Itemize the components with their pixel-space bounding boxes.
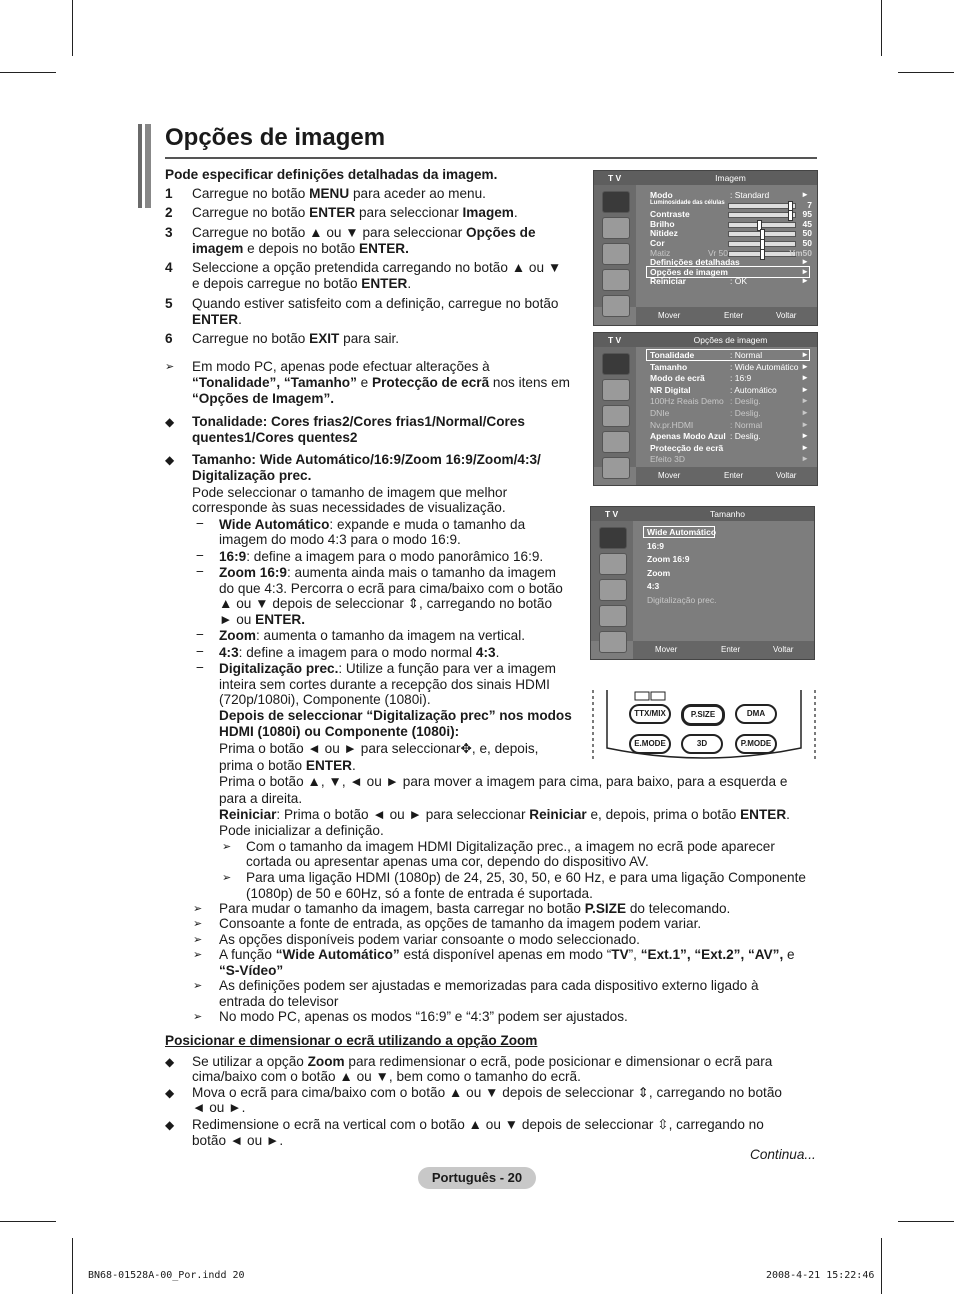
osd-row-label: Luminosidade das células <box>650 199 725 206</box>
osd-row-label: Tamanho <box>650 361 688 372</box>
zoom-item-1: Se utilizar a opção Zoom para redimensionar o ecrã, pode posicionar e dimensionar o ecrã para <box>192 1054 773 1069</box>
tamanho-desc: Pode seleccionar o tamanho de imagem que melhor <box>192 485 508 500</box>
dash: − <box>196 644 204 659</box>
tamanho-heading-line-2: Digitalização prec. <box>192 468 312 483</box>
osd-slider <box>728 251 796 257</box>
crop-mark <box>72 1238 73 1294</box>
step-number: 5 <box>165 296 173 311</box>
dig-heading: Depois de seleccionar “Digitalização prec” nos modos <box>219 708 572 723</box>
osd-slider <box>728 241 796 247</box>
tamanho-heading: Tamanho: Wide Automático/16:9/Zoom 16:9/Zoom/4:3/ <box>192 452 541 467</box>
dash: − <box>196 516 204 531</box>
note-arrow-icon: ➢ <box>193 1011 203 1023</box>
osd-row-label: Zoom <box>647 567 671 578</box>
osd-slider-value: 95 <box>802 209 812 220</box>
decorative-bar <box>138 124 142 208</box>
note-ext-device: As definições podem ser ajustadas e memorizadas para cada dispositivo externo ligado à <box>219 978 759 993</box>
size-zoom-16-9-line-3: ▲ ou ▼ depois de seleccionar ⇕, carregando no botão <box>219 596 553 611</box>
step-number: 3 <box>165 225 173 240</box>
osd-row-label: Modo de ecrã <box>650 373 705 384</box>
zoom-item-2-line-2: ◄ ou ►. <box>192 1100 246 1115</box>
osd-row-label: Nv.pr.HDMI <box>650 419 694 430</box>
dig-p3: Prima o botão ▲, ▼, ◄ ou ► para mover a imagem para cima, para baixo, para a esquerda e <box>219 774 788 789</box>
osd-tamanho-menu <box>590 506 815 660</box>
osd-row-label: Tonalidade <box>650 350 695 360</box>
osd-row-label: Cor <box>650 238 665 248</box>
picture-icon <box>602 191 630 213</box>
osd-row-label: NR Digital <box>650 384 691 395</box>
vertical-resize-icon: ⇳ <box>657 1117 669 1132</box>
dash: − <box>196 564 204 579</box>
osd-row-label: Efeito 3D <box>650 454 685 465</box>
crop-mark <box>898 1221 954 1222</box>
note-wide-auto-line-2: “S-Vídeo” <box>219 963 284 978</box>
move-all-directions-icon: ✥ <box>460 741 472 756</box>
osd-tv-label: T V <box>608 173 622 183</box>
osd-arrow: ► <box>801 266 809 276</box>
sound-icon <box>599 553 627 575</box>
note-arrow-icon: ➢ <box>193 934 203 946</box>
osd-row-value: : Standard <box>730 190 770 200</box>
osd-arrow: ► <box>801 350 809 359</box>
dig-p1: Prima o botão ◄ ou ► para seleccionar✥, e, depois, <box>219 741 539 756</box>
dash: − <box>196 548 204 563</box>
osd-opcoes-menu <box>593 332 818 486</box>
osd-return-label: Voltar <box>776 471 797 480</box>
note-arrow-icon: ➢ <box>193 903 203 915</box>
osd-slider-value: 50 <box>802 228 812 239</box>
osd-arrow: ► <box>801 454 809 464</box>
osd-move-label: Mover <box>658 311 681 320</box>
osd-slider-value: 7 <box>807 199 812 210</box>
osd-return-label: Voltar <box>773 645 794 654</box>
dma-button: DMA <box>735 704 777 724</box>
size-zoom-16-9: Zoom 16:9: aumenta ainda mais o tamanho da imagem <box>219 565 556 580</box>
osd-imagem-menu <box>593 170 818 326</box>
zoom-section-heading: Posicionar e dimensionar o ecrã utilizando a opção Zoom <box>165 1033 538 1048</box>
crop-mark <box>881 1238 882 1294</box>
tonalidade-heading-line-2: quentes1/Cores quentes2 <box>192 430 358 445</box>
size-wide-auto-line-2: imagem do modo 4:3 para o modo 16:9. <box>219 532 461 547</box>
setup-icon <box>602 269 630 291</box>
step-6: Carregue no botão EXIT para sair. <box>192 331 400 346</box>
osd-slider-knob <box>788 210 793 221</box>
osd-slider <box>728 212 796 218</box>
page-number: Português - 20 <box>418 1167 536 1189</box>
osd-title: Tamanho <box>710 509 745 519</box>
osd-slider-value: 45 <box>802 218 812 229</box>
osd-arrow: ► <box>801 384 809 394</box>
osd-row-value: : Wide Automático <box>730 361 799 372</box>
picture-icon <box>599 527 627 549</box>
osd-row-value: : Normal <box>730 350 763 360</box>
osd-row-value: : Deslig. <box>730 396 761 407</box>
size-wide-auto: Wide Automático: expande e muda o tamanho da <box>219 517 526 532</box>
step-4-line-2: e depois carregue no botão ENTER. <box>192 276 412 291</box>
osd-arrow: ► <box>801 408 809 417</box>
osd-arrow: ► <box>801 396 809 406</box>
note-pc-modes: No modo PC, apenas os modos “16:9” e “4:3” podem ser ajustados. <box>219 1009 628 1024</box>
step-5: Quando estiver satisfeito com a definição, carregue no botão <box>192 296 559 311</box>
crop-mark <box>72 0 73 56</box>
dig-note-2: Para uma ligação HDMI (1080p) de 24, 25, 30, 50, e 60 Hz, e para uma ligação Componente <box>246 870 806 885</box>
osd-enter-label: Enter <box>724 471 744 480</box>
osd-arrow: ► <box>801 361 809 371</box>
diamond-bullet-icon: ◆ <box>165 1086 175 1100</box>
setup-icon <box>599 605 627 627</box>
crop-mark <box>0 72 56 73</box>
zoom-item-1-line-2: cima/baixo com o botão ▲ ou ▼, bem como o tamanho do ecrã. <box>192 1069 581 1084</box>
note-source: Consoante a fonte de entrada, as opções de tamanho da imagem podem variar. <box>219 916 702 931</box>
osd-enter-label: Enter <box>721 645 741 654</box>
vertical-move-icon: ⇕ <box>637 1085 649 1100</box>
diamond-bullet-icon: ◆ <box>165 1118 175 1132</box>
osd-row-label: Wide Automático <box>647 527 717 537</box>
size-dig-prec-line-3: (720p/1080i), Componente (1080i). <box>219 692 431 707</box>
note-wide-auto: A função “Wide Automático” está disponível apenas em modo “TV”, “Ext.1”, “Ext.2”, “AV”, e <box>219 947 795 962</box>
tonalidade-heading: Tonalidade: Cores frias2/Cores frias1/Normal/Cores <box>192 414 525 429</box>
osd-title: Opções de imagem <box>693 335 768 345</box>
note-pc-line-3: “Opções de Imagem”. <box>192 391 335 406</box>
osd-slider <box>728 222 796 228</box>
osd-row-value: : Deslig. <box>730 408 761 418</box>
step-4: Seleccione a opção pretendida carregando no botão ▲ ou ▼ <box>192 260 562 275</box>
osd-tv-label: T V <box>605 509 619 519</box>
osd-slider-value: Vm50 <box>789 247 812 258</box>
step-3-line-2: imagem e depois no botão ENTER. <box>192 241 409 256</box>
dash: − <box>196 660 204 675</box>
step-number: 2 <box>165 205 173 220</box>
channel-icon <box>599 579 627 601</box>
page-title: Opções de imagem <box>165 124 386 151</box>
step-1: Carregue no botão MENU para aceder ao menu. <box>192 186 486 201</box>
note-arrow-icon: ➢ <box>193 980 203 992</box>
osd-row-label: DNIe <box>650 408 670 418</box>
channel-icon <box>602 405 630 427</box>
zoom-item-3-line-2: botão ◄ ou ►. <box>192 1133 284 1148</box>
osd-row-label: Contraste <box>650 209 690 220</box>
osd-row-label: Opções de imagem <box>650 266 728 277</box>
input-icon <box>599 631 627 653</box>
osd-row-value: Vr 50 <box>708 247 729 258</box>
dig-p4: para a direita. <box>219 791 303 806</box>
crop-mark <box>881 0 882 56</box>
tamanho-desc-line-2: corresponde às suas necessidades de visualização. <box>192 500 506 515</box>
p-mode-button: P.MODE <box>735 734 777 754</box>
note-arrow-icon: ➢ <box>222 872 232 884</box>
note-arrow-icon: ➢ <box>193 918 203 930</box>
dig-note-1: Com o tamanho da imagem HDMI Digitalização prec., a imagem no ecrã pode aparecer <box>246 839 775 854</box>
osd-tv-label: T V <box>608 335 622 345</box>
osd-move-label: Mover <box>658 471 681 480</box>
size-4-3: 4:3: define a imagem para o modo normal 4:3. <box>219 645 500 660</box>
osd-row-label: 4:3 <box>647 581 660 592</box>
osd-row-label: Zoom 16:9 <box>647 554 690 565</box>
osd-arrow: ► <box>801 431 809 441</box>
diamond-bullet-icon: ◆ <box>165 1055 175 1069</box>
osd-row-label: Digitalização prec. <box>647 595 717 605</box>
osd-row-label: Apenas Modo Azul <box>650 431 726 442</box>
decorative-bar <box>145 124 151 208</box>
osd-row-label: Brilho <box>650 218 675 229</box>
osd-row-label: Protecção de ecrã <box>650 442 724 453</box>
size-zoom: Zoom: aumenta o tamanho da imagem na vertical. <box>219 628 526 643</box>
input-icon <box>602 295 630 317</box>
note-arrow-icon: ➢ <box>222 841 232 853</box>
step-number: 1 <box>165 186 173 201</box>
osd-slider <box>728 231 796 237</box>
diamond-bullet-icon: ◆ <box>165 415 175 429</box>
dig-note-1-line-2: cortada ou apresentar apenas uma cor, dependo do dispositivo AV. <box>246 854 649 869</box>
note-ext-device-line-2: entrada do televisor <box>219 994 339 1009</box>
picture-icon <box>602 353 630 375</box>
vertical-move-icon: ⇕ <box>407 596 420 611</box>
intro-text: Pode especificar definições detalhadas da imagem. <box>165 167 498 182</box>
crop-mark <box>898 72 954 73</box>
size-dig-prec-line-2: inteira sem cortes durante a recepção dos sinais HDMI <box>219 677 550 692</box>
size-zoom-16-9-line-4: ► ou ENTER. <box>219 612 305 627</box>
zoom-item-3: Redimensione o ecrã na vertical com o botão ▲ ou ▼ depois de seleccionar ⇳, carregando no <box>192 1117 764 1132</box>
osd-return-label: Voltar <box>776 311 797 320</box>
zoom-item-2: Mova o ecrã para cima/baixo com o botão ▲ ou ▼ depois de seleccionar ⇕, carregando no botão <box>192 1085 782 1100</box>
ttx-mix-button: TTX/MIX <box>629 704 671 724</box>
step-number: 6 <box>165 331 173 346</box>
osd-slider-value: 50 <box>802 238 812 248</box>
dig-heading-line-2: HDMI (1080i) ou Componente (1080i): <box>219 724 460 739</box>
remote-control-illustration <box>591 688 817 762</box>
sound-icon <box>602 379 630 401</box>
step-3: Carregue no botão ▲ ou ▼ para seleccionar Opções de <box>192 225 536 240</box>
channel-icon <box>602 243 630 265</box>
osd-slider <box>728 203 796 209</box>
footer-date: 2008-4-21 15:22:46 <box>766 1270 875 1281</box>
dig-p5: Reiniciar: Prima o botão ◄ ou ► para seleccionar Reiniciar e, depois, prima o botão ENTER. <box>219 807 790 822</box>
continua-text: Continua... <box>750 1147 816 1162</box>
osd-row-label: Reiniciar <box>650 276 686 287</box>
osd-row-label: 100Hz Reais Demo <box>650 396 724 407</box>
dash: − <box>196 627 204 642</box>
osd-title: Imagem <box>715 173 746 183</box>
osd-arrow: ► <box>801 419 809 429</box>
note-arrow-icon: ➢ <box>193 949 203 961</box>
osd-enter-label: Enter <box>724 311 744 320</box>
osd-arrow: ► <box>801 190 809 199</box>
osd-arrow: ► <box>801 442 809 452</box>
dig-p2: prima o botão ENTER. <box>219 758 356 773</box>
osd-move-label: Mover <box>655 645 678 654</box>
osd-arrow: ► <box>801 373 809 383</box>
osd-arrow: ► <box>801 276 809 286</box>
osd-slider-knob <box>760 249 765 260</box>
footer-file: BN68-01528A-00_Por.indd 20 <box>88 1270 245 1281</box>
3d-button: 3D <box>681 734 723 754</box>
setup-icon <box>602 431 630 453</box>
sound-icon <box>602 217 630 239</box>
step-5-line-2: ENTER. <box>192 312 242 327</box>
size-zoom-16-9-line-2: do que 4:3. Percorra o ecrã para cima/baixo com o botão <box>219 581 563 596</box>
diamond-bullet-icon: ◆ <box>165 453 175 467</box>
dig-note-2-line-2: (1080p) de 50 e 60Hz, só a fonte de entrada é suportada. <box>246 886 593 901</box>
osd-row-label: Nitidez <box>650 228 678 239</box>
e-mode-button: E.MODE <box>629 734 671 754</box>
note-arrow-icon: ➢ <box>165 361 175 373</box>
note-pc: Em modo PC, apenas pode efectuar alterações à <box>192 359 490 374</box>
osd-row-value: : Deslig. <box>730 431 761 442</box>
crop-mark <box>0 1221 56 1222</box>
osd-row-value: : Normal <box>730 419 763 430</box>
osd-row-value: : 16:9 <box>730 373 752 384</box>
step-2: Carregue no botão ENTER para seleccionar Imagem. <box>192 205 518 220</box>
title-rule <box>165 157 817 159</box>
note-pc-line-2: “Tonalidade”, “Tamanho” e Protecção de ecrã nos itens em <box>192 375 571 390</box>
osd-row-value: : OK <box>730 276 748 287</box>
dig-p6: Pode inicializar a definição. <box>219 823 384 838</box>
osd-row-label: Matiz <box>650 247 671 258</box>
osd-row-value: : Automático <box>730 384 777 395</box>
note-mode: As opções disponíveis podem variar consoante o modo seleccionado. <box>219 932 640 947</box>
size-16-9: 16:9: define a imagem para o modo panorâmico 16:9. <box>219 549 544 564</box>
osd-row-label: Definições detalhadas <box>650 257 740 268</box>
osd-row-label: Modo <box>650 190 673 200</box>
osd-row-label: 16:9 <box>647 540 665 551</box>
input-icon <box>602 457 630 479</box>
osd-arrow: ► <box>801 257 809 267</box>
p-size-button: P.SIZE <box>681 704 725 726</box>
step-number: 4 <box>165 260 173 275</box>
note-psize: Para mudar o tamanho da imagem, basta carregar no botão P.SIZE do telecomando. <box>219 901 731 916</box>
size-dig-prec: Digitalização prec.: Utilize a função para ver a imagem <box>219 661 556 676</box>
